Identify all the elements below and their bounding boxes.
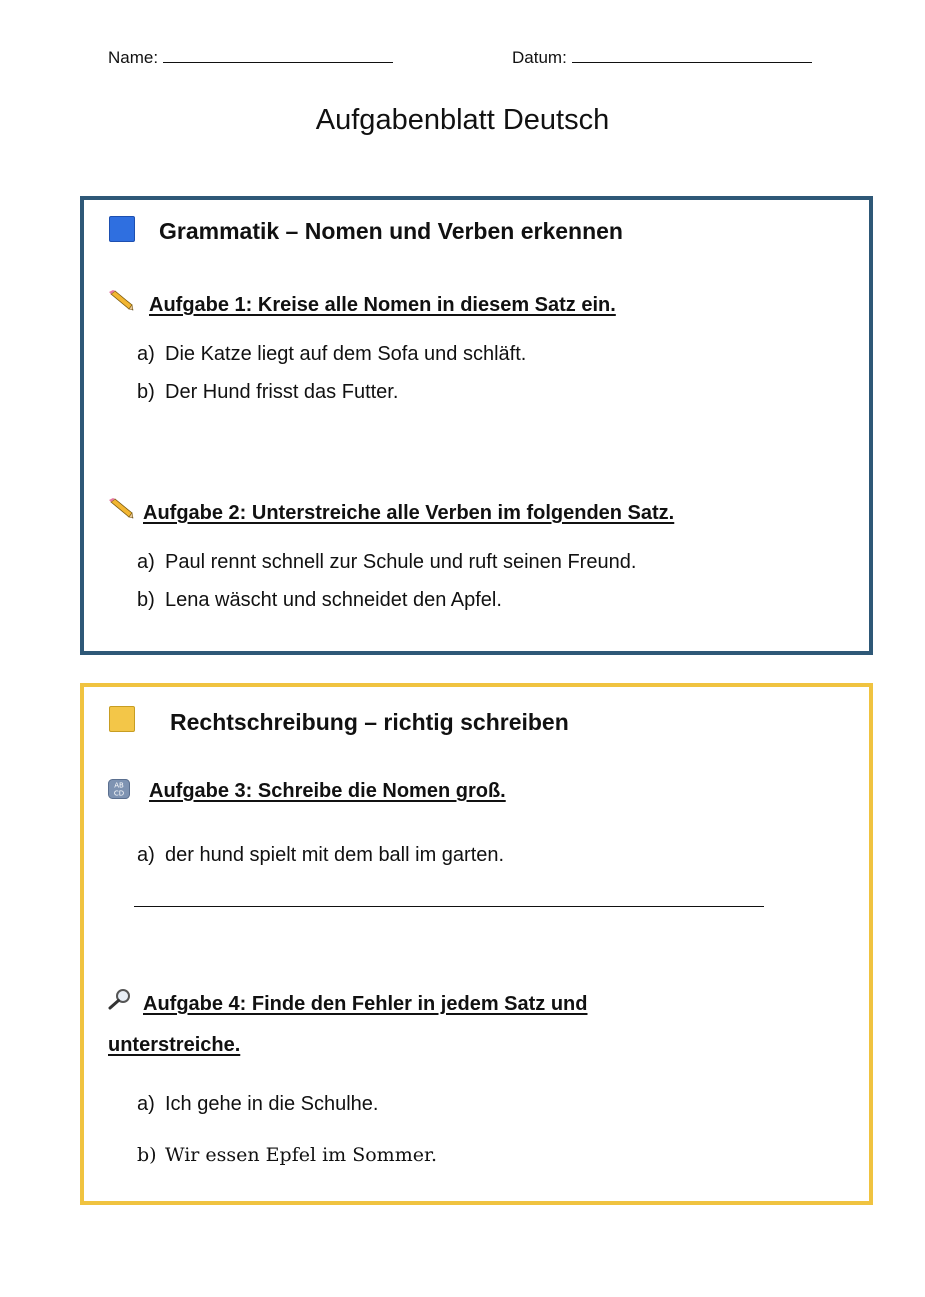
abcd-icon	[108, 779, 130, 804]
date-label: Datum:	[512, 48, 567, 67]
task4-title-line1: Aufgabe 4: Finde den Fehler in jedem Satz und	[143, 993, 588, 1015]
task3-title: Aufgabe 3: Schreibe die Nomen groß.	[149, 780, 506, 802]
item-marker: a)	[137, 1093, 155, 1115]
item-marker: a)	[137, 844, 155, 866]
list-item	[137, 844, 504, 867]
page-title: Aufgabenblatt Deutsch	[315, 104, 610, 136]
name-field[interactable]	[108, 48, 393, 68]
list-item	[137, 343, 526, 366]
task1-title: Aufgabe 1: Kreise alle Nomen in diesem Satz ein.	[149, 294, 616, 316]
name-label: Name:	[108, 48, 159, 67]
grammar-section-title: Grammatik – Nomen und Verben erkennen	[159, 218, 623, 244]
spelling-section	[80, 683, 873, 1205]
task2-title: Aufgabe 2: Unterstreiche alle Verben im folgenden Satz.	[143, 502, 675, 524]
magnifier-icon	[108, 988, 132, 1015]
list-item	[137, 1144, 437, 1166]
item-marker: a)	[137, 551, 155, 573]
date-field[interactable]	[512, 48, 812, 68]
pencil-icon	[108, 290, 134, 317]
svg-text:CD: CD	[113, 789, 125, 798]
list-item	[137, 551, 636, 574]
item-text: der hund spielt mit dem ball im garten.	[165, 844, 505, 866]
item-text: Wir essen Epfel im Sommer.	[165, 1144, 437, 1166]
item-marker: a)	[137, 343, 155, 365]
pencil-icon	[108, 498, 134, 525]
item-marker: b)	[137, 589, 155, 611]
task4-title-line2: unterstreiche.	[108, 1034, 241, 1056]
item-text: Der Hund frisst das Futter.	[165, 381, 399, 403]
item-text: Ich gehe in die Schulhe.	[165, 1093, 379, 1115]
answer-line[interactable]	[134, 906, 764, 907]
item-text: Die Katze liegt auf dem Sofa und schläft.	[165, 343, 527, 365]
grammar-section	[80, 196, 873, 655]
name-line[interactable]	[163, 48, 393, 63]
yellow-square-icon	[109, 706, 135, 732]
svg-text:AB: AB	[114, 781, 124, 790]
item-marker: b)	[137, 381, 155, 403]
list-item	[137, 381, 398, 404]
item-text: Paul rennt schnell zur Schule und ruft seinen Freund.	[165, 551, 637, 573]
item-text: Lena wäscht und schneidet den Apfel.	[165, 589, 502, 611]
list-item	[137, 589, 502, 612]
date-line[interactable]	[572, 48, 812, 63]
blue-square-icon	[109, 216, 135, 242]
spelling-section-title: Rechtschreibung – richtig schreiben	[170, 709, 569, 735]
item-marker: b)	[137, 1144, 157, 1166]
list-item	[137, 1093, 379, 1116]
